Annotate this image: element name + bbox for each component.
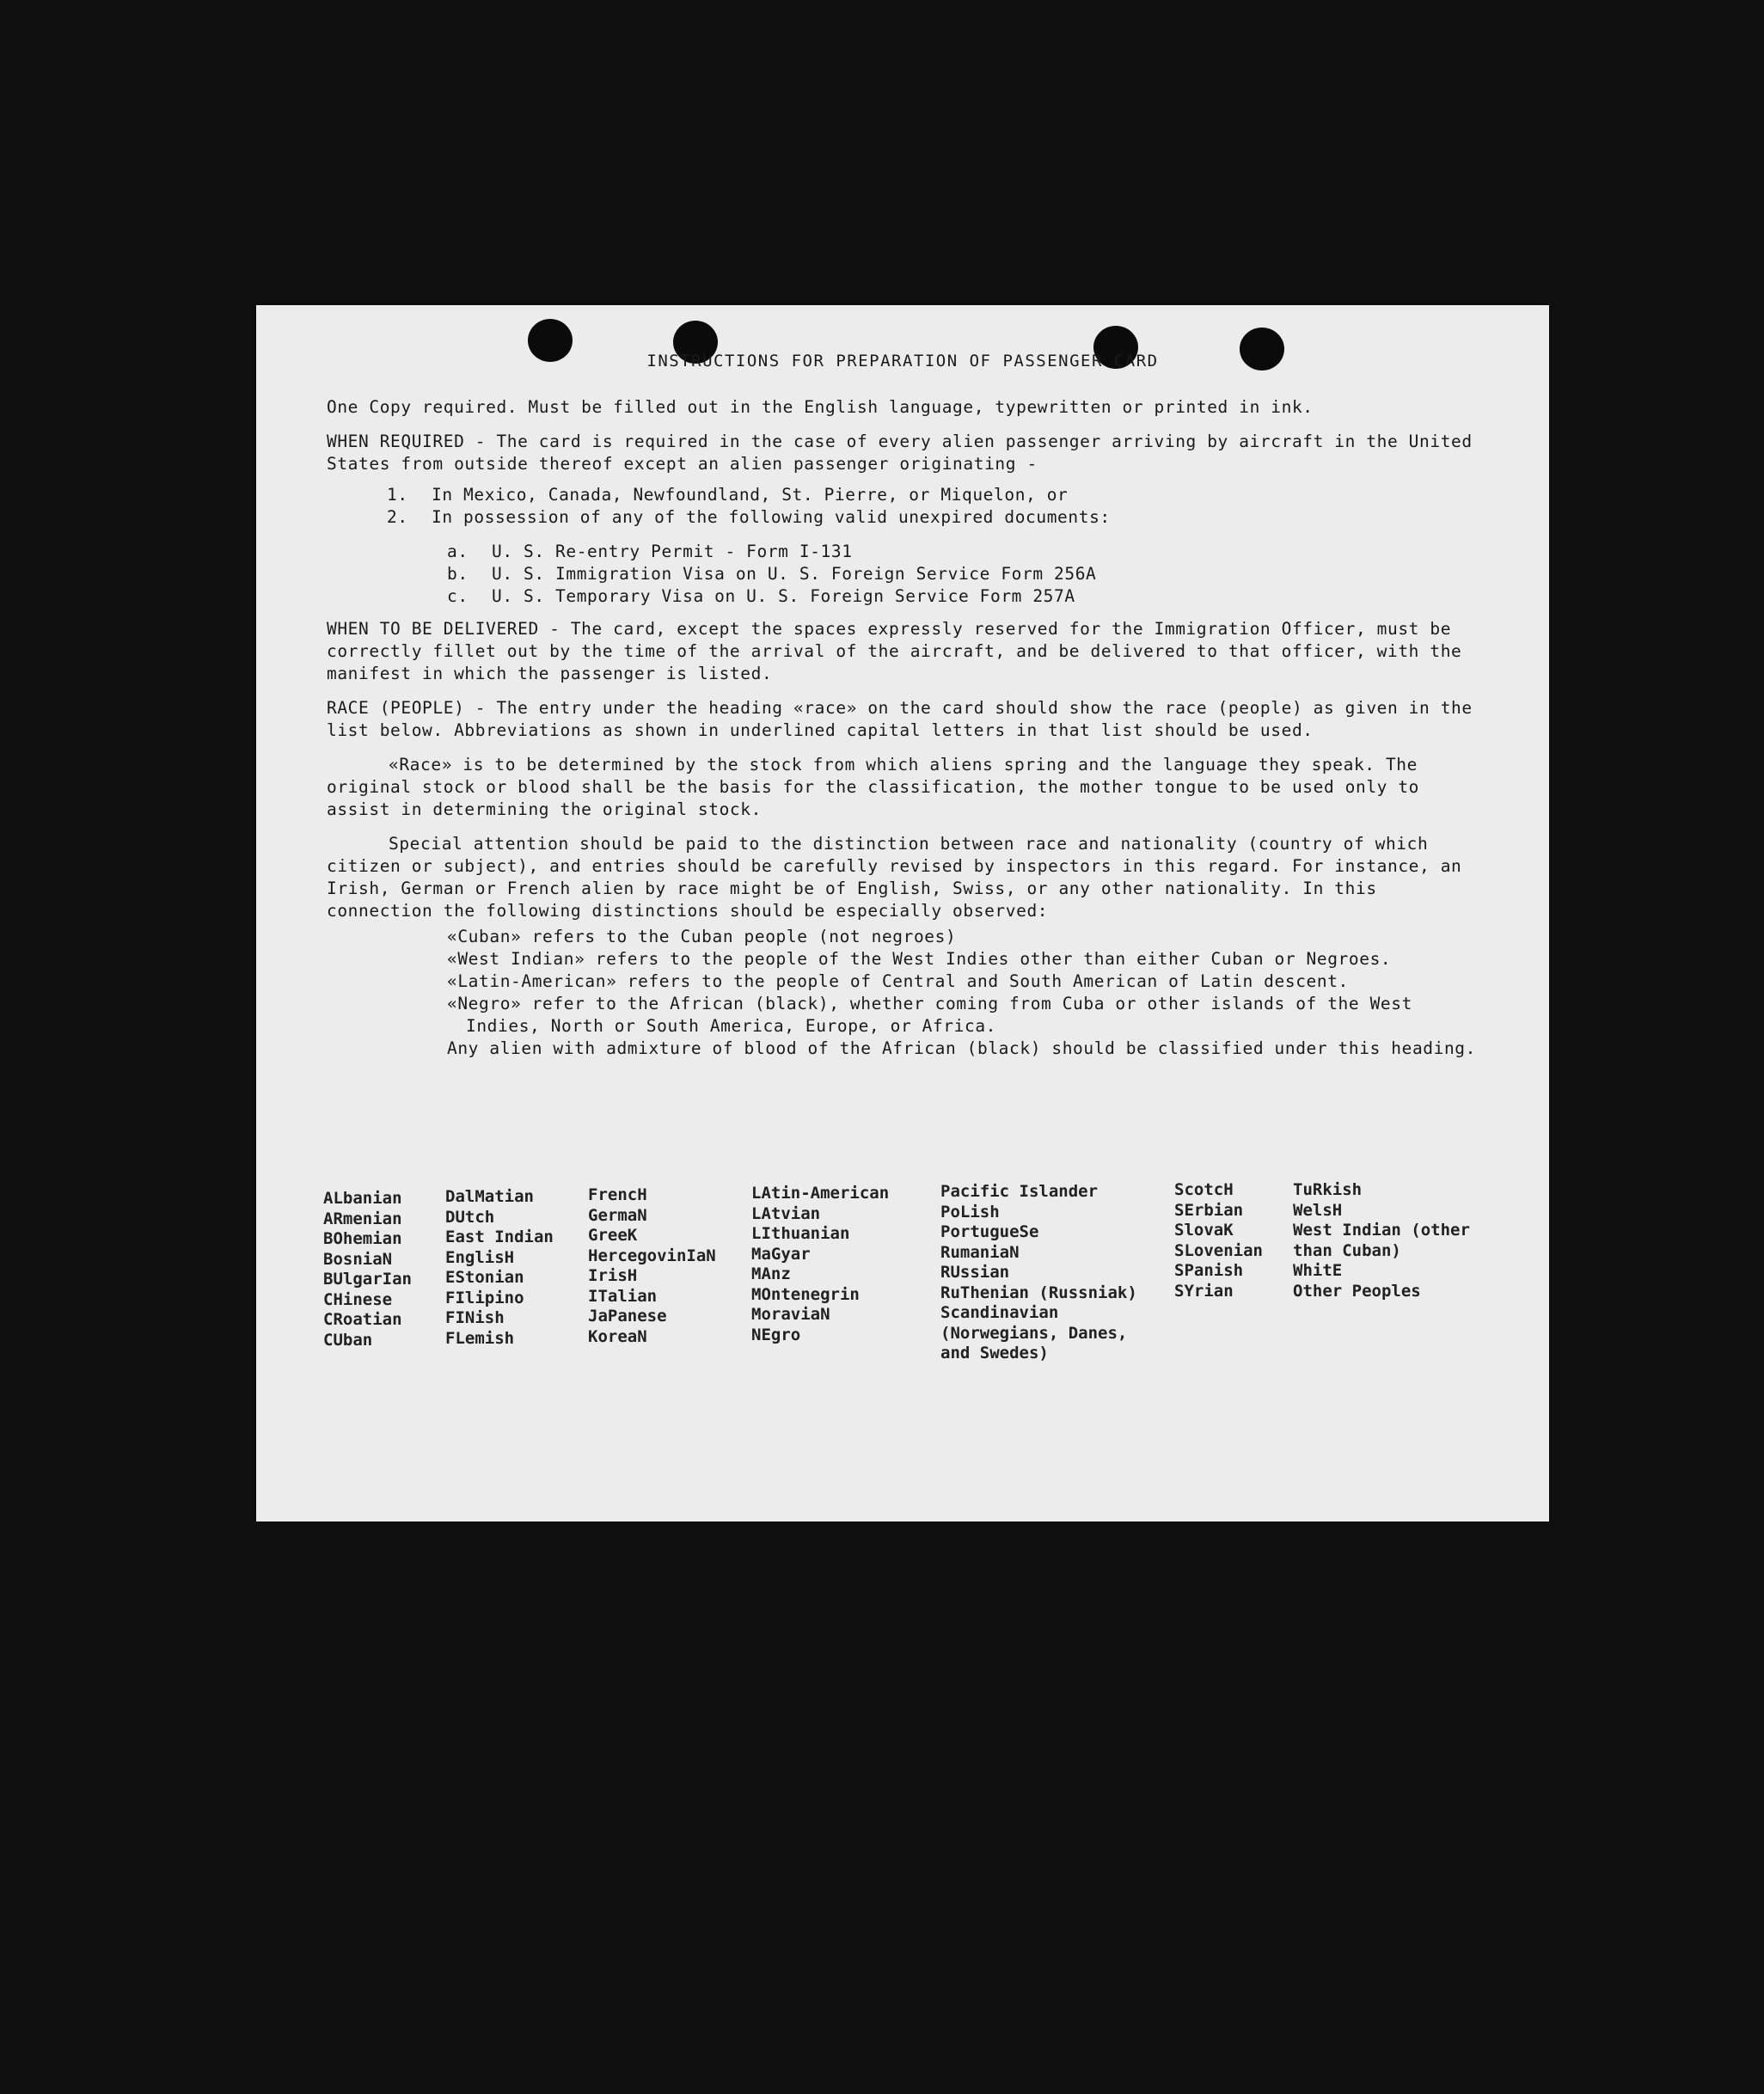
document-item: c. U. S. Temporary Visa on U. S. Foreign Service Form 257A [447,586,1075,606]
race-entry: SLovenian [1174,1240,1263,1260]
document-item: a. U. S. Re-entry Permit - Form I-131 [447,542,853,561]
origin-item: 2. In possession of any of the following valid unexpired documents: [387,507,1111,527]
race-entry: West Indian (other than Cuban) [1293,1221,1470,1260]
when-delivered-paragraph: WHEN TO BE DELIVERED - The card, except the spaces expressly reserved for the Immigration Officer, must be correctly fillet out by the time of the arrival of the aircraft, and be delivered to that officer, with the manifest in which the passenger is listed. [327,619,1462,683]
race-entry: FIlipino [445,1288,524,1307]
race-entry: BOhemian [323,1229,402,1248]
race-entry: KoreaN [588,1326,647,1346]
race-entry: RuThenian (Russniak) [940,1283,1137,1302]
race-entry: JaPanese [588,1307,667,1326]
race-column [323,1189,412,1350]
race-entry: SPanish [1174,1261,1244,1280]
race-entry: BUlgarIan [323,1270,412,1289]
race-entry: MoraviaN [751,1305,830,1324]
race-entry: DUtch [445,1207,495,1227]
special-attention-paragraph: Special attention should be paid to the distinction between race and nationality (country of which citizen or subject), and entries should be carefully revised by inspectors in this regard. For instance, an Irish, German or French alien by race might be of English, Swiss, or any other nationality. In this connection the following distinctions should be especially observed: [327,834,1462,921]
race-entry: MAnz [751,1264,791,1283]
origin-item: 1. In Mexico, Canada, Newfoundland, St. Pierre, or Miquelon, or [387,485,1069,505]
intro-paragraph: One Copy required. Must be filled out in the English language, typewritten or printed in ink. [327,397,1314,417]
race-entry: EnglisH [445,1247,515,1267]
race-column [588,1185,716,1347]
race-entry: IrisH [588,1266,638,1285]
race-entry: SYrian [1174,1281,1234,1301]
race-entry: GreeK [588,1226,638,1245]
document-title: INSTRUCTIONS FOR PREPARATION OF PASSENGER CARD [646,352,1159,370]
race-entry: CHinese [323,1289,393,1309]
race-entry: HercegovinIaN [588,1246,716,1265]
race-column [1174,1180,1263,1301]
race-entry: ScotcH [1174,1180,1234,1199]
race-entry: CUban [323,1330,373,1350]
definition-item: Any alien with admixture of blood of the African (black) should be classified under this heading. [447,1038,1476,1058]
race-entry: GermaN [588,1205,647,1225]
instructions-body [327,350,1479,1060]
race-column [751,1184,889,1345]
definition-item: «Latin-American» refers to the people of Central and South American of Latin descent. [447,971,1349,991]
document-page [256,305,1549,1522]
definitions-list [447,926,1479,1060]
document-item: b. U. S. Immigration Visa on U. S. Foreign Service Form 256A [447,564,1097,584]
race-entry: LAtin-American [751,1184,890,1203]
race-entry: PortugueSe [940,1222,1039,1241]
race-heading-paragraph: RACE (PEOPLE) - The entry under the heading «race» on the card should show the race (people) as given in the list below. Abbreviations as shown in underlined capital letters in that list should be used. [327,698,1473,740]
race-entry: PoLish [940,1202,1000,1222]
race-entry: SlovaK [1174,1221,1234,1240]
race-entry: FLemish [445,1328,515,1348]
race-entry: DalMatian [445,1187,534,1206]
race-entry: Scandinavian (Norwegians, Danes, and Swedes) [940,1303,1128,1362]
race-entry: SErbian [1174,1200,1244,1220]
race-entry: ARmenian [323,1209,402,1228]
race-column [1293,1180,1499,1301]
when-required-paragraph: WHEN REQUIRED - The card is required in the case of every alien passenger arriving by aircraft in the United States from outside thereof except an alien passenger originating - [327,432,1473,474]
race-entry: LAtvian [751,1203,821,1223]
race-entry: LIthuanian [751,1224,850,1243]
race-entry: Pacific Islander [940,1182,1099,1201]
race-entry: CRoatian [323,1310,402,1329]
race-entry: FrencH [588,1185,647,1204]
race-entry: MOntenegrin [751,1284,860,1304]
race-column [940,1182,1164,1364]
race-entry: RumaniaN [940,1242,1020,1262]
race-entry: NEgro [751,1325,801,1344]
race-entry: EStonian [445,1268,524,1287]
race-entry: ALbanian [323,1189,402,1208]
document-list [327,541,1479,608]
race-entry: BosniaN [323,1249,393,1269]
race-entry: ITalian [588,1286,658,1306]
definition-item: «Cuban» refers to the Cuban people (not negroes) [447,927,957,946]
definition-item: «Negro» refer to the African (black), whether coming from Cuba or other islands of the West Indies, North or South America, Europe, or Africa. [447,994,1412,1036]
origin-list [327,484,1479,529]
race-entry: MaGyar [751,1244,811,1264]
race-entry: RUssian [940,1263,1010,1282]
race-determined-paragraph: «Race» is to be determined by the stock from which aliens spring and the language they speak. The original stock or blood shall be the basis for the classification, the mother tongue to be used only to assist in determining the original stock. [327,755,1420,819]
race-entry: Other Peoples [1293,1281,1421,1301]
definition-item: «West Indian» refers to the people of the West Indies other than either Cuban or Negroes. [447,949,1392,969]
race-entry: FINish [445,1308,505,1327]
race-entry: TuRkish [1293,1180,1363,1199]
race-entry: East Indian [445,1228,554,1246]
race-entry: WhitE [1293,1261,1343,1280]
race-entry: WelsH [1293,1200,1343,1220]
race-column [445,1187,554,1349]
